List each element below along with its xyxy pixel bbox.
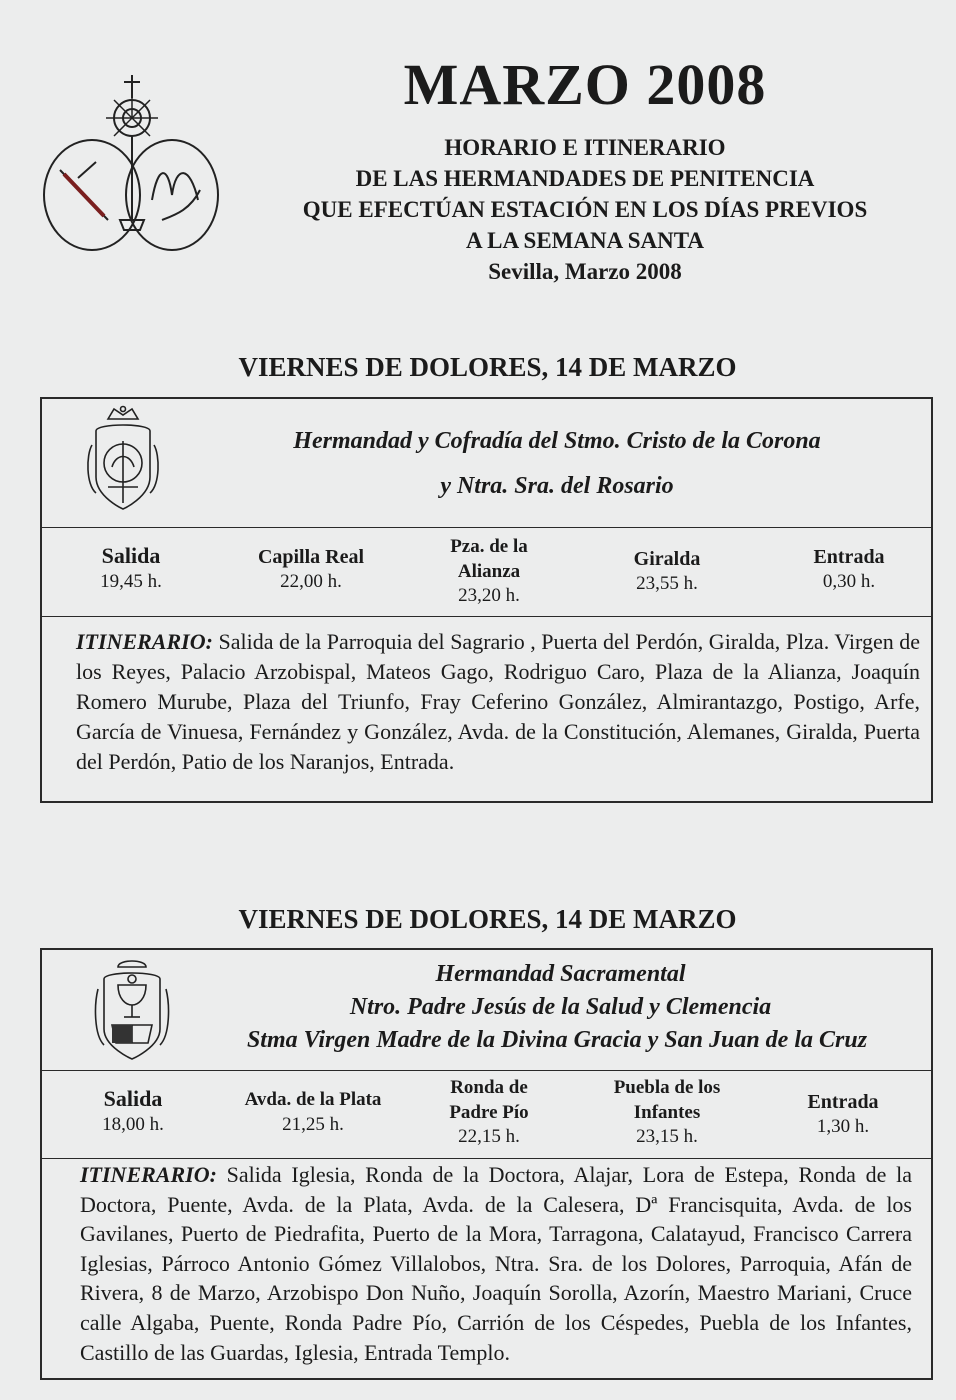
brotherhood-name-line: Stma Virgen Madre de la Divina Gracia y San Juan de la Cruz <box>246 1027 868 1053</box>
brotherhood-name <box>192 419 922 509</box>
schedule-cell <box>588 528 746 596</box>
subtitle-line: A LA SEMANA SANTA <box>466 228 704 253</box>
event-date-title: VIERNES DE DOLORES, 14 DE MARZO <box>238 352 737 382</box>
subtitle-line: Sevilla, Marzo 2008 <box>488 259 682 284</box>
event-date-title: VIERNES DE DOLORES, 14 DE MARZO <box>238 904 737 934</box>
brotherhood-name <box>192 958 929 1057</box>
schedule-time: 21,25 h. <box>282 1114 344 1135</box>
itinerary-text <box>76 627 920 777</box>
brotherhood-name-line: Hermandad y Cofradía del Stmo. Cristo de la Corona <box>293 428 821 454</box>
itinerary-label: ITINERARIO: <box>76 629 213 654</box>
itinerary-text <box>80 1160 912 1367</box>
monstrance-cross-emblem-icon <box>40 70 225 255</box>
crown-shield-emblem-icon <box>82 405 164 517</box>
schedule-cell <box>410 1071 568 1149</box>
schedule-label: Capilla Real <box>257 546 365 568</box>
brotherhood-name-line: y Ntra. Sra. del Rosario <box>440 473 674 499</box>
schedule-label: Entrada <box>813 546 885 568</box>
schedule-label: Giralda <box>633 548 701 570</box>
brotherhood-name-line: Hermandad Sacramental <box>435 961 686 987</box>
page-title: MARZO 2008 <box>403 52 767 117</box>
schedule-row <box>42 528 931 617</box>
schedule-cell <box>410 528 568 608</box>
schedule-label: Padre Pío <box>449 1102 529 1123</box>
event-box <box>40 948 933 1380</box>
brotherhood-name-line: Ntro. Padre Jesús de la Salud y Clemencia <box>349 994 772 1020</box>
schedule-label: Alianza <box>457 561 521 582</box>
schedule-time: 22,00 h. <box>280 571 342 592</box>
schedule-time: 22,15 h. <box>458 1126 520 1147</box>
page-subtitle <box>250 132 920 287</box>
schedule-label: Avda. de la Plata <box>244 1089 382 1110</box>
schedule-cell <box>578 1071 756 1149</box>
schedule-label: Infantes <box>633 1102 701 1123</box>
schedule-label: Ronda de <box>450 1077 528 1098</box>
event-header <box>42 399 931 528</box>
event-header <box>42 950 931 1071</box>
schedule-cell-entrada <box>770 528 928 594</box>
schedule-time: 19,45 h. <box>100 571 162 592</box>
schedule-cell <box>224 1071 402 1137</box>
schedule-label: Pza. de la <box>450 536 528 557</box>
subtitle-line: HORARIO E ITINERARIO <box>444 135 726 160</box>
schedule-cell-salida <box>52 528 210 594</box>
schedule-time: 23,55 h. <box>636 573 698 594</box>
itinerary-route: Salida Iglesia, Ronda de la Doctora, Alajar, Lora de Estepa, Ronda de la Doctora, Puente, Avda. de la Plata, Avda. de la Calesera, Dª Francisquita, Avda. de los Gavilanes, Puerto de Piedrafita, Puerto de la Mora, Tarragona, Calatayud, Francisco Carrera Iglesias, Párroco Antonio Gómez Villalobos, Ntra. Sra. de los Dolores, Parroquia, Afán de Rivera, 8 de Marzo, Arzobispo Don Nuño, Joaquín Sorolla, Azorín, Maestro Mariani, Cruce calle Algaba, Puente, Ronda Padre Pío, Carrión de los Céspedes, Puebla de los Infantes, Castillo de las Guardas, Iglesia, Entrada Templo. <box>80 1162 912 1365</box>
schedule-label: Puebla de los <box>613 1077 721 1098</box>
itinerary-label: ITINERARIO: <box>80 1162 217 1187</box>
schedule-time: 0,30 h. <box>822 571 876 592</box>
schedule-time: 1,30 h. <box>816 1116 870 1137</box>
schedule-time: 23,15 h. <box>636 1126 698 1147</box>
schedule-time: 18,00 h. <box>102 1114 164 1135</box>
event-box <box>40 397 933 803</box>
schedule-cell-salida <box>54 1071 212 1137</box>
schedule-cell-entrada <box>764 1071 922 1139</box>
schedule-time: 23,20 h. <box>458 585 520 606</box>
schedule-row <box>42 1071 931 1159</box>
subtitle-line: DE LAS HERMANDADES DE PENITENCIA <box>355 166 815 191</box>
schedule-label: Salida <box>101 543 161 568</box>
subtitle-line: QUE EFECTÚAN ESTACIÓN EN LOS DÍAS PREVIOS <box>302 197 868 222</box>
schedule-label: Salida <box>103 1086 163 1111</box>
schedule-cell <box>232 528 390 594</box>
schedule-label: Entrada <box>807 1091 879 1113</box>
itinerary-route: Salida de la Parroquia del Sagrario , Puerta del Perdón, Giralda, Plza. Virgen de los Reyes, Palacio Arzobispal, Mateos Gago, Rodriguo Caro, Plaza de la Alianza, Joaquín Romero Murube, Plaza del Triunfo, Fray Ceferino González, Almirantazgo, Postigo, Arfe, García de Vinuesa, Fernández y González, Avda. de la Constitución, Alemanes, Giralda, Puerta del Perdón, Patio de los Naranjos, Entrada. <box>76 629 921 774</box>
